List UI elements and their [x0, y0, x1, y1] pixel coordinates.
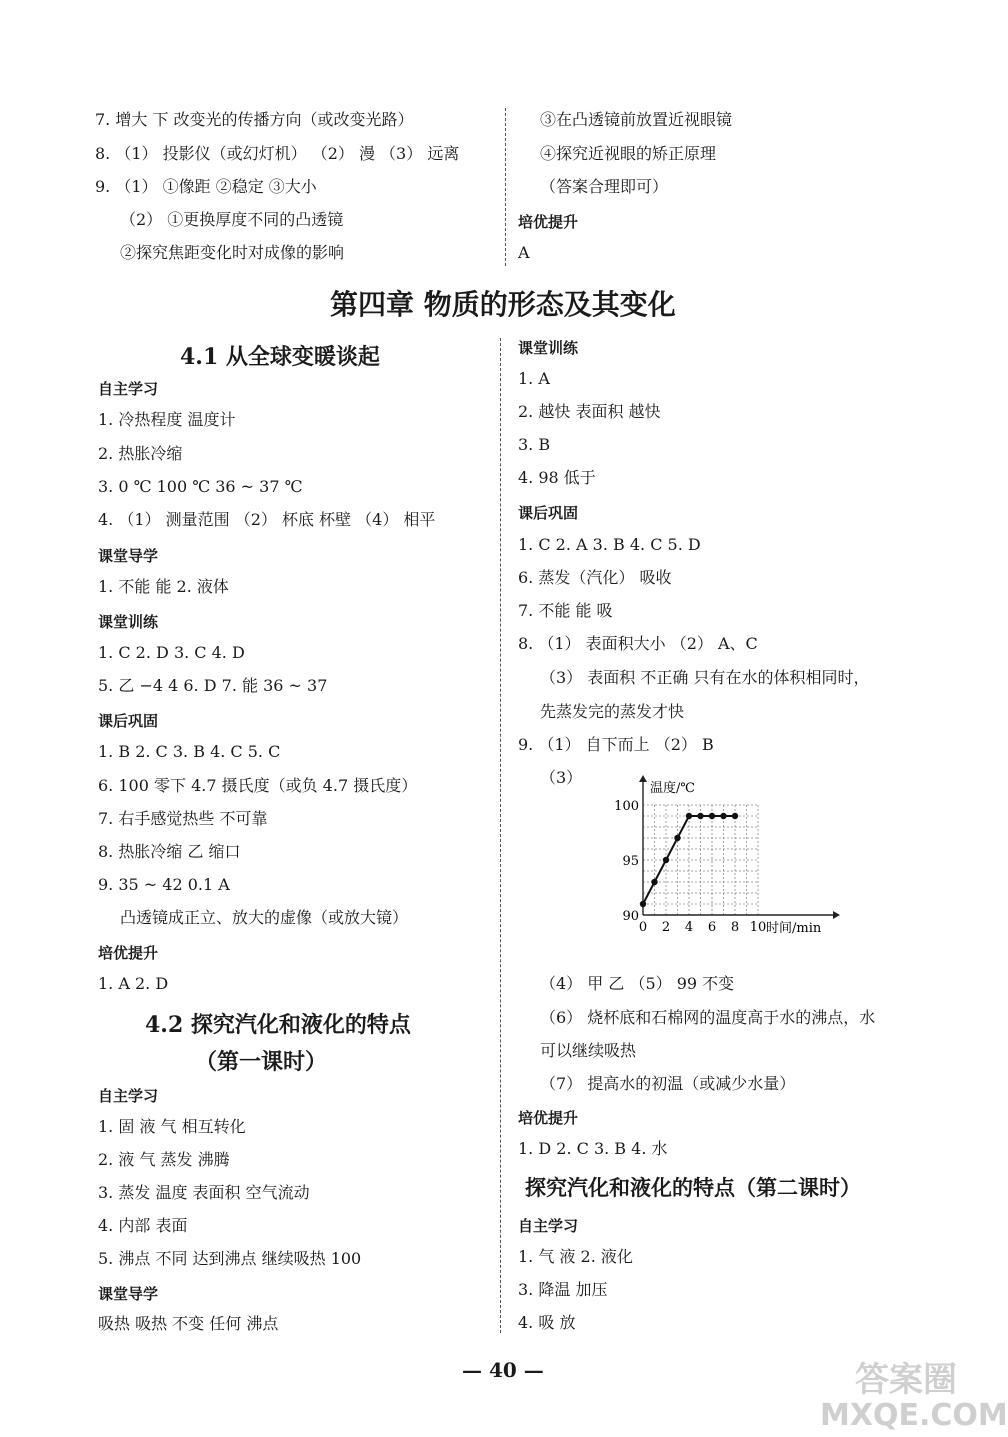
- x-tick-label: 10: [749, 920, 767, 935]
- left-g4: 8. 热胀冷缩 乙 缩口: [98, 842, 241, 861]
- left-g5: 9. 35 ~ 42 0.1 A: [98, 875, 230, 894]
- heading-daoxue: 课堂导学: [98, 547, 159, 565]
- right-g10: （6） 烧杯底和石棉网的温度高于水的沸点，水: [540, 1008, 876, 1027]
- data-point: [640, 901, 646, 907]
- left-g6: 凸透镜成正立、放大的虚像（或放大镜）: [120, 908, 409, 927]
- left-z1: 1. 冷热程度 温度计: [98, 410, 236, 429]
- left-a2: 2. 液 气 蒸发 沸腾: [98, 1150, 230, 1169]
- right-heading-gonggu: 课后巩固: [518, 504, 579, 522]
- section-heading: 培优提升: [518, 213, 579, 231]
- heading-zizhu: 自主学习: [98, 380, 159, 398]
- right-x4: 4. 98 低于: [518, 468, 596, 487]
- answer-right-2: ④探究近视眼的矫正原理: [540, 144, 717, 163]
- data-point: [720, 813, 726, 819]
- x-tick-label: 6: [707, 920, 717, 935]
- right-g3: 7. 不能 能 吸: [518, 601, 613, 620]
- left-a3: 3. 蒸发 温度 表面积 空气流动: [98, 1183, 310, 1202]
- section-title-4-2: 4.2 探究汽化和液化的特点: [145, 1012, 411, 1038]
- left-z3: 3. 0 ℃ 100 ℃ 36 ~ 37 ℃: [98, 477, 303, 496]
- data-point: [732, 813, 738, 819]
- right-s1: 1. 气 液 2. 液化: [518, 1247, 633, 1266]
- section-subtitle-4-2: （第一课时）: [195, 1049, 328, 1075]
- y-tick-label: 100: [614, 799, 639, 814]
- left-z4: 4. （1） 测量范围 （2） 杯底 杯壁 （4） 相平: [98, 510, 436, 529]
- x-tick-label: 2: [661, 920, 671, 935]
- right-x1: 1. A: [518, 369, 550, 388]
- answer-9-1: 9. （1） ①像距 ②稳定 ③大小: [95, 177, 317, 196]
- right-g5: （3） 表面积 不正确 只有在水的体积相同时，: [540, 668, 870, 687]
- right-g12: （7） 提高水的初温（或减少水量）: [540, 1074, 796, 1093]
- right-g8: （3）: [540, 768, 583, 787]
- heading-gonggu: 课后巩固: [98, 712, 159, 730]
- right-p1: 1. D 2. C 3. B 4. 水: [518, 1139, 668, 1158]
- page-number: — 40 —: [462, 1358, 544, 1382]
- x-tick-label: 8: [730, 920, 740, 935]
- right-g7: 9. （1） 自下而上 （2） B: [518, 735, 714, 754]
- data-point: [674, 835, 680, 841]
- chart-axes: [639, 775, 840, 919]
- data-point: [651, 879, 657, 885]
- right-g11: 可以继续吸热: [540, 1041, 637, 1060]
- left-g2: 6. 100 零下 4.7 摄氏度（或负 4.7 摄氏度）: [98, 776, 418, 795]
- right-g2: 6. 蒸发（汽化） 吸收: [518, 568, 672, 587]
- chart-grid: [643, 805, 758, 915]
- heading-peiyou: 培优提升: [98, 944, 159, 962]
- y-tick-label: 95: [622, 854, 639, 869]
- left-a4: 4. 内部 表面: [98, 1216, 188, 1235]
- x-tick-label: 4: [684, 920, 694, 935]
- column-divider-main: [500, 338, 501, 1333]
- watermark-logo: 答案圈: [855, 1360, 957, 1400]
- data-point: [686, 813, 692, 819]
- x-axis-arrow: [833, 911, 840, 919]
- right-s2: 3. 降温 加压: [518, 1280, 608, 1299]
- y-tick-label: 90: [622, 909, 639, 924]
- left-a1: 1. 固 液 气 相互转化: [98, 1117, 246, 1136]
- x-tick-label: 0: [638, 920, 648, 935]
- left-p1: 1. A 2. D: [98, 974, 169, 993]
- data-point: [663, 857, 669, 863]
- right-s3: 4. 吸 放: [518, 1313, 576, 1332]
- right-g1: 1. C 2. A 3. B 4. C 5. D: [518, 535, 701, 554]
- right-x3: 3. B: [518, 435, 551, 454]
- answer-right-1: ③在凸透镜前放置近视眼镜: [540, 110, 733, 129]
- left-b1: 吸热 吸热 不变 任何 沸点: [98, 1314, 279, 1333]
- chapter-title: 第四章 物质的形态及其变化: [330, 288, 676, 321]
- left-g1: 1. B 2. C 3. B 4. C 5. C: [98, 742, 281, 761]
- column-divider-top: [505, 108, 506, 266]
- data-point: [697, 813, 703, 819]
- left-x1: 1. C 2. D 3. C 4. D: [98, 643, 245, 662]
- watermark-url: MXQE.COM: [820, 1398, 1008, 1433]
- heading-xunlian: 课堂训练: [98, 613, 159, 631]
- right-g4: 8. （1） 表面积大小 （2） A、C: [518, 634, 758, 653]
- left-d1: 1. 不能 能 2. 液体: [98, 577, 229, 596]
- answer-right-3: （答案合理即可）: [540, 177, 669, 196]
- right-g9: （4） 甲 乙 （5） 99 不变: [540, 974, 735, 993]
- data-point: [709, 813, 715, 819]
- left-z2: 2. 热胀冷缩: [98, 444, 183, 463]
- heading-zizhu-2: 自主学习: [98, 1087, 159, 1105]
- answer-8: 8. （1） 投影仪（或幻灯机） （2） 漫 （3） 远离: [95, 144, 460, 163]
- right-heading-peiyou: 培优提升: [518, 1109, 579, 1127]
- section-title-4-1: 4.1 从全球变暖谈起: [180, 344, 380, 370]
- left-a5: 5. 沸点 不同 达到沸点 继续吸热 100: [98, 1249, 362, 1268]
- answer-9-2a: （2） ①更换厚度不同的凸透镜: [120, 210, 344, 229]
- right-heading-zizhu: 自主学习: [518, 1217, 579, 1235]
- heading-daoxue-2: 课堂导学: [98, 1285, 159, 1303]
- right-x2: 2. 越快 表面积 越快: [518, 402, 661, 421]
- x-axis-label: 时间/min: [766, 921, 822, 936]
- right-heading-xunlian: 课堂训练: [518, 339, 579, 357]
- y-axis-arrow: [639, 775, 647, 782]
- temperature-time-chart: [614, 775, 838, 945]
- answer-9-2b: ②探究焦距变化时对成像的影响: [120, 243, 345, 262]
- answer-7: 7. 增大 下 改变光的传播方向（或改变光路）: [95, 110, 414, 129]
- left-g3: 7. 右手感觉热些 不可靠: [98, 809, 268, 828]
- left-x2: 5. 乙 −4 4 6. D 7. 能 36 ~ 37: [98, 676, 328, 695]
- answer-right-4: A: [518, 243, 530, 262]
- right-section-title: 探究汽化和液化的特点（第二课时）: [525, 1175, 861, 1200]
- right-g6: 先蒸发完的蒸发才快: [540, 702, 685, 721]
- y-axis-label: 温度/℃: [650, 781, 695, 796]
